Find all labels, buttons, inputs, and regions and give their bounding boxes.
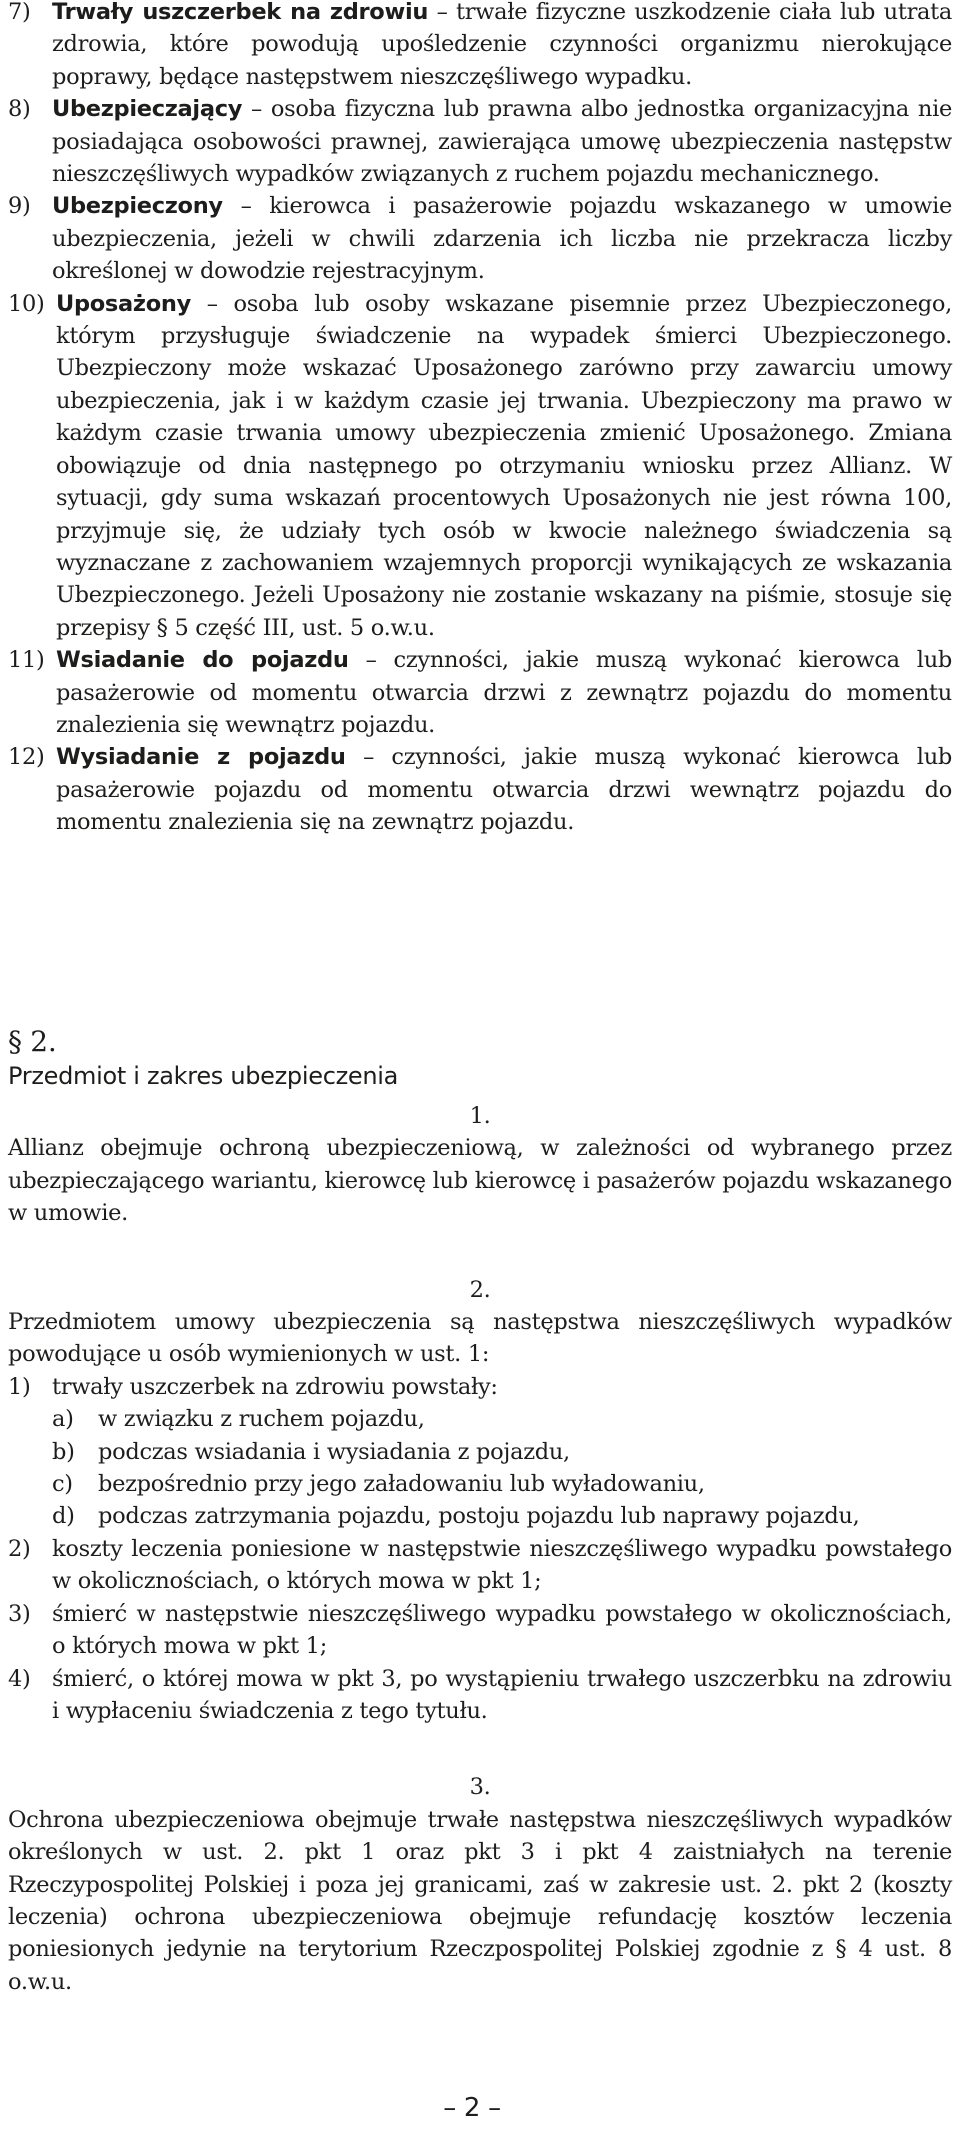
definition-number: 11) xyxy=(8,647,45,674)
definition-text: – trwałe fizyczne uszkodzenie ciała lub utrata zdrowia, które powodują upośledzenie czynności organizmu nierokujące poprawy, będące następstwem nieszczęśliwego wypadku. xyxy=(52,0,953,90)
definition-item-11 xyxy=(8,644,952,741)
paragraph-text: Ochrona ubezpieczeniowa obejmuje trwałe następstwa nieszczęśliwych wypadków określonych w ust. 2. pkt 1 oraz pkt 3 i pkt 4 zaistniałych na terenie Rzeczypospolitej Polskiej i poza jej granicami, zaś w zakresie ust. 2. pkt 2 (koszty leczenia) ochrona ubezpieczeniowa obejmuje refundację kosztów leczenia poniesionych jedynie na terytorium Rzeczpospolitej Polskiej zgodnie z § 4 ust. 8 o.w.u. xyxy=(8,1806,952,1995)
paragraph-intro: Przedmiotem umowy ubezpieczenia są następstwa nieszczęśliwych wypadków powodujące u osób wymienionych w ust. 1: xyxy=(8,1309,952,1368)
section-2 xyxy=(8,1024,952,1998)
list-item-number: 4) xyxy=(8,1665,31,1692)
definition-number: 7) xyxy=(8,0,31,25)
paragraph-text: Allianz obejmuje ochroną ubezpieczeniową, w zależności od wybranego przez ubezpieczającego wariantu, kierowcę lub kierowcę i pasażerów pojazdu wskazanego w umowie. xyxy=(8,1135,952,1227)
section-title: Przedmiot i zakres ubezpieczenia xyxy=(8,1062,399,1090)
list-item-number: 3) xyxy=(8,1600,31,1627)
list-item xyxy=(8,1371,952,1403)
letter-number: b) xyxy=(52,1438,75,1465)
definition-term: Ubezpieczający xyxy=(52,96,243,123)
list-item-text: śmierć w następstwie nieszczęśliwego wypadku powstałego w okolicznościach, o których mowa w pkt 1; xyxy=(52,1600,952,1660)
definition-term: Ubezpieczony xyxy=(52,193,223,220)
list-item xyxy=(8,1598,952,1663)
list-item-text: trwały uszczerbek na zdrowiu powstały: xyxy=(52,1373,498,1400)
list-item xyxy=(8,1533,952,1598)
definition-number: 10) xyxy=(8,290,45,317)
definition-term: Wsiadanie do pojazdu xyxy=(56,647,349,674)
letter-text: podczas wsiadania i wysiadania z pojazdu, xyxy=(98,1438,570,1465)
paragraph-number: 1. xyxy=(469,1103,491,1129)
letter-item xyxy=(8,1403,952,1435)
list-item xyxy=(8,1663,952,1728)
definition-item-9 xyxy=(8,190,952,287)
definition-number: 8) xyxy=(8,96,31,123)
definition-term: Trwały uszczerbek na zdrowiu xyxy=(52,0,429,25)
definition-text: – kierowca i pasażerowie pojazdu wskazanego w umowie ubezpieczenia, jeżeli w chwili zdarzenia ich liczba nie przekracza liczby określonej w dowodzie rejestracyjnym. xyxy=(52,193,952,285)
scope-list xyxy=(8,1371,952,1727)
definitions-list xyxy=(8,0,952,839)
definition-item-7 xyxy=(8,0,952,93)
definition-term: Wysiadanie z pojazdu xyxy=(56,744,346,771)
definition-number: 9) xyxy=(8,193,31,220)
paragraph-number: 2. xyxy=(469,1276,491,1303)
letter-number: a) xyxy=(52,1406,74,1433)
list-item-text: koszty leczenia poniesione w następstwie nieszczęśliwego wypadku powstałego w okolicznościach, o których mowa w pkt 1; xyxy=(52,1535,952,1595)
letter-text: bezpośrednio przy jego załadowaniu lub wyładowaniu, xyxy=(98,1471,705,1498)
letter-text: podczas zatrzymania pojazdu, postoju pojazdu lub naprawy pojazdu, xyxy=(98,1503,860,1530)
page-number: – 2 – xyxy=(443,2093,501,2123)
letter-item xyxy=(8,1468,952,1500)
paragraph-number: 3. xyxy=(469,1774,491,1801)
letter-list xyxy=(8,1403,952,1533)
letter-number: d) xyxy=(52,1503,75,1530)
letter-list-container xyxy=(8,1403,952,1533)
definition-term: Uposażony xyxy=(56,290,191,317)
list-item-number: 1) xyxy=(8,1373,31,1400)
list-item-number: 2) xyxy=(8,1535,31,1562)
definition-text: – czynności, jakie muszą wykonać kierowca lub pasażerowie od momentu otwarcia drzwi z zewnątrz pojazdu do momentu znalezienia się wewnątrz pojazdu. xyxy=(56,647,952,738)
definition-item-12 xyxy=(8,741,952,838)
letter-number: c) xyxy=(52,1471,73,1498)
definition-text: – czynności, jakie muszą wykonać kierowca lub pasażerowie pojazdu od momentu otwarcia drzwi wewnątrz pojazdu do momentu znalezienia się na zewnątrz pojazdu. xyxy=(56,744,952,836)
letter-text: w związku z ruchem pojazdu, xyxy=(98,1406,425,1433)
list-item-text: śmierć, o której mowa w pkt 3, po wystąpieniu trwałego uszczerbku na zdrowiu i wypłaceniu świadczenia z tego tytułu. xyxy=(52,1665,952,1724)
definition-number: 12) xyxy=(8,744,45,771)
definition-text: – osoba lub osoby wskazane pisemnie przez Ubezpieczonego, którym przysługuje świadczenie na wypadek śmierci Ubezpieczonego. Ubezpieczony może wskazać Uposażonego zarówno przy zawarciu umowy ubezpieczenia, jak i w każdym czasie jej trwania. Ubezpieczony ma prawo w każdym czasie trwania umowy ubezpieczenia zmienić Uposażonego. Zmiana obowiązuje od dnia następnego po otrzymaniu wniosku przez Allianz. W sytuacji, gdy suma wskazań procentowych Uposażonych nie jest równa 100, przyjmuje się, że udziały tych osób w kwocie należnego świadczenia są wyznaczane z zachowaniem wzajemnych proporcji wynikających ze wskazania Ubezpieczonego. Jeżeli Uposażony nie zostanie wskazany na piśmie, stosuje się przepisy § 5 część III, ust. 5 o.w.u. xyxy=(56,290,952,641)
definition-item-10 xyxy=(8,288,952,644)
letter-item xyxy=(8,1436,952,1468)
letter-item xyxy=(8,1500,952,1532)
definition-text: – osoba fizyczna lub prawna albo jednostka organizacyjna nie posiadająca osobowości prawnej, zawierająca umowę ubezpieczenia następstw nieszczęśliwych wypadków związanych z ruchem pojazdu mechanicznego. xyxy=(52,96,952,188)
section-mark: § 2. xyxy=(8,1025,57,1058)
definition-item-8 xyxy=(8,93,952,190)
